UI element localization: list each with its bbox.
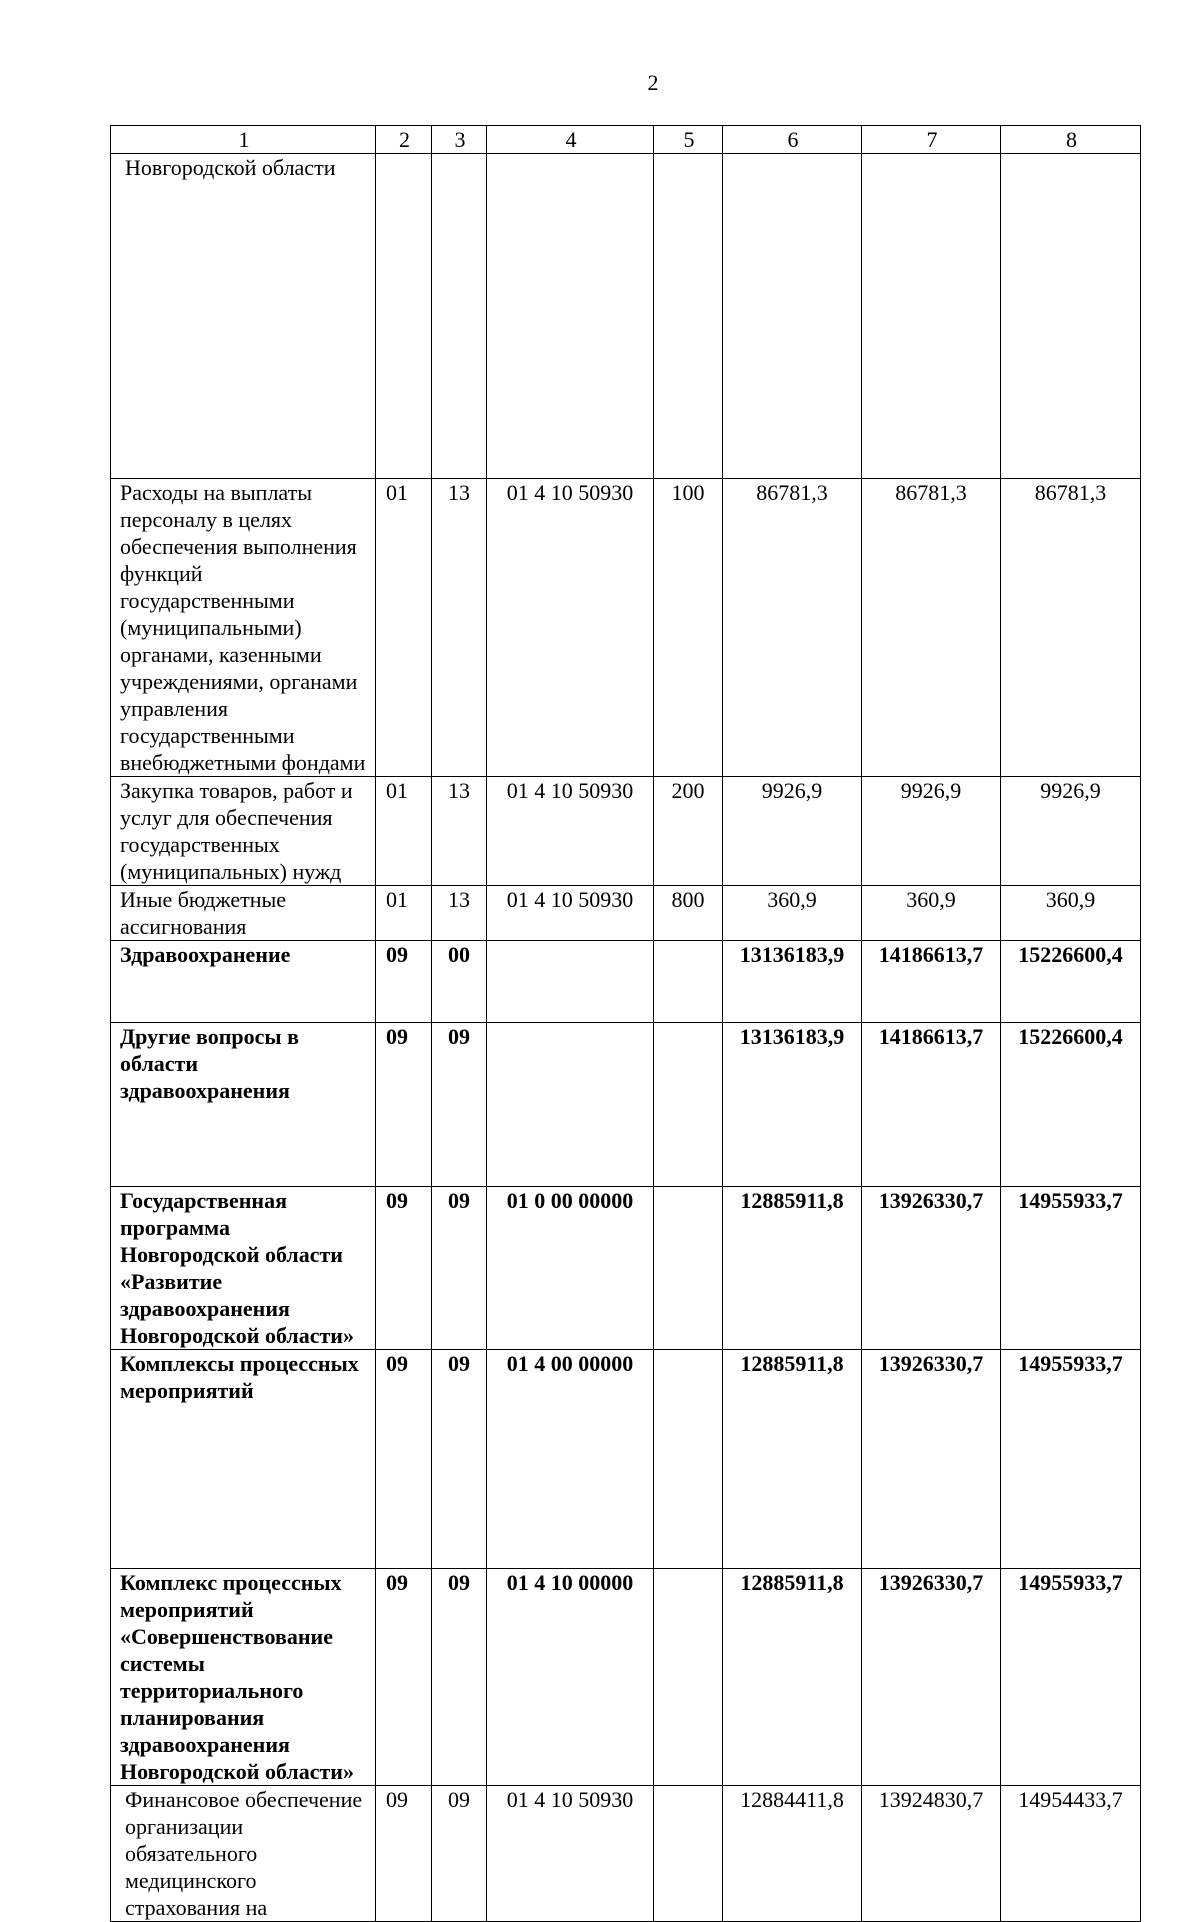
expense-type-cell <box>654 154 723 479</box>
target-article-cell: 01 4 10 50930 <box>487 479 654 777</box>
target-article-cell: 01 4 00 00000 <box>487 1350 654 1569</box>
row-label-cell: Закупка товаров, работ и услуг для обеспечения государственных (муниципальных) нужд <box>111 777 376 886</box>
subsection-code-cell: 09 <box>432 1786 487 1922</box>
amount-year-3-cell: 14955933,7 <box>1001 1350 1141 1569</box>
amount-year-2-cell: 360,9 <box>862 886 1001 941</box>
target-article-cell <box>487 154 654 479</box>
amount-year-1-cell: 9926,9 <box>723 777 862 886</box>
table-row <box>111 886 1141 941</box>
subsection-code-cell: 00 <box>432 941 487 1023</box>
amount-year-2-cell: 86781,3 <box>862 479 1001 777</box>
row-label-cell: Государственная программа Новгородской области «Развитие здравоохранения Новгородской области» <box>111 1187 376 1350</box>
amount-year-1-cell <box>723 154 862 479</box>
subsection-code-cell: 09 <box>432 1023 487 1187</box>
target-article-cell: 01 4 10 50930 <box>487 886 654 941</box>
amount-year-3-cell: 9926,9 <box>1001 777 1141 886</box>
amount-year-2-cell: 13926330,7 <box>862 1187 1001 1350</box>
subsection-code-cell: 09 <box>432 1187 487 1350</box>
table-row <box>111 941 1141 1023</box>
subsection-code-cell <box>432 154 487 479</box>
table-row <box>111 1023 1141 1187</box>
header-cell: 2 <box>376 126 432 154</box>
amount-year-3-cell: 15226600,4 <box>1001 941 1141 1023</box>
table-row <box>111 1569 1141 1786</box>
expense-type-cell <box>654 1023 723 1187</box>
target-article-cell: 01 4 10 50930 <box>487 1786 654 1922</box>
expense-type-cell: 100 <box>654 479 723 777</box>
amount-year-2-cell <box>862 154 1001 479</box>
header-cell: 6 <box>723 126 862 154</box>
expense-type-cell: 200 <box>654 777 723 886</box>
section-code-cell: 09 <box>376 1786 432 1922</box>
expense-type-cell <box>654 1569 723 1786</box>
section-code-cell: 01 <box>376 886 432 941</box>
header-cell: 8 <box>1001 126 1141 154</box>
section-code-cell: 01 <box>376 479 432 777</box>
expense-type-cell <box>654 941 723 1023</box>
table-row <box>111 1350 1141 1569</box>
table-row <box>111 1786 1141 1922</box>
header-cell: 3 <box>432 126 487 154</box>
row-label-cell: Финансовое обеспечение организации обязательного медицинского страхования на <box>111 1786 376 1922</box>
section-code-cell: 01 <box>376 777 432 886</box>
row-label-cell: Другие вопросы в области здравоохранения <box>111 1023 376 1187</box>
target-article-cell <box>487 941 654 1023</box>
target-article-cell: 01 4 10 50930 <box>487 777 654 886</box>
section-code-cell: 09 <box>376 1350 432 1569</box>
amount-year-3-cell <box>1001 154 1141 479</box>
expense-type-cell: 800 <box>654 886 723 941</box>
amount-year-2-cell: 14186613,7 <box>862 941 1001 1023</box>
table-row <box>111 1187 1141 1350</box>
expense-type-cell <box>654 1350 723 1569</box>
amount-year-1-cell: 86781,3 <box>723 479 862 777</box>
expense-type-cell <box>654 1786 723 1922</box>
page-number: 2 <box>647 70 659 95</box>
amount-year-2-cell: 13924830,7 <box>862 1786 1001 1922</box>
table-row <box>111 154 1141 479</box>
section-code-cell: 09 <box>376 1187 432 1350</box>
amount-year-3-cell: 360,9 <box>1001 886 1141 941</box>
expense-type-cell <box>654 1187 723 1350</box>
subsection-code-cell: 13 <box>432 777 487 886</box>
subsection-code-cell: 13 <box>432 886 487 941</box>
row-label-cell: Здравоохранение <box>111 941 376 1023</box>
row-label-cell: Новгородской области <box>111 154 376 479</box>
amount-year-2-cell: 14186613,7 <box>862 1023 1001 1187</box>
subsection-code-cell: 09 <box>432 1569 487 1786</box>
row-label-cell: Комплексы процессных мероприятий <box>111 1350 376 1569</box>
amount-year-3-cell: 14954433,7 <box>1001 1786 1141 1922</box>
row-label-cell: Комплекс процессных мероприятий «Совершенствование системы территориального планирования здравоохранения Новгородской области» <box>111 1569 376 1786</box>
table-header-row <box>111 126 1141 154</box>
amount-year-3-cell: 15226600,4 <box>1001 1023 1141 1187</box>
header-cell: 7 <box>862 126 1001 154</box>
amount-year-3-cell: 14955933,7 <box>1001 1187 1141 1350</box>
section-code-cell <box>376 154 432 479</box>
row-label-cell: Иные бюджетные ассигнования <box>111 886 376 941</box>
section-code-cell: 09 <box>376 941 432 1023</box>
subsection-code-cell: 13 <box>432 479 487 777</box>
amount-year-2-cell: 13926330,7 <box>862 1350 1001 1569</box>
section-code-cell: 09 <box>376 1569 432 1786</box>
table-row <box>111 479 1141 777</box>
header-cell: 4 <box>487 126 654 154</box>
amount-year-1-cell: 12885911,8 <box>723 1187 862 1350</box>
amount-year-1-cell: 12884411,8 <box>723 1786 862 1922</box>
subsection-code-cell: 09 <box>432 1350 487 1569</box>
amount-year-1-cell: 12885911,8 <box>723 1350 862 1569</box>
target-article-cell: 01 0 00 00000 <box>487 1187 654 1350</box>
amount-year-3-cell: 86781,3 <box>1001 479 1141 777</box>
row-label-cell: Расходы на выплаты персоналу в целях обеспечения выполнения функций государственными (муниципальными) органами, казенными учреждениями, органами управления государственными внебюджетными фондами <box>111 479 376 777</box>
amount-year-1-cell: 360,9 <box>723 886 862 941</box>
header-cell: 1 <box>111 126 376 154</box>
amount-year-2-cell: 9926,9 <box>862 777 1001 886</box>
amount-year-1-cell: 13136183,9 <box>723 1023 862 1187</box>
header-cell: 5 <box>654 126 723 154</box>
amount-year-1-cell: 13136183,9 <box>723 941 862 1023</box>
target-article-cell <box>487 1023 654 1187</box>
amount-year-2-cell: 13926330,7 <box>862 1569 1001 1786</box>
amount-year-1-cell: 12885911,8 <box>723 1569 862 1786</box>
section-code-cell: 09 <box>376 1023 432 1187</box>
budget-table <box>110 125 1141 1922</box>
table-row <box>111 777 1141 886</box>
amount-year-3-cell: 14955933,7 <box>1001 1569 1141 1786</box>
target-article-cell: 01 4 10 00000 <box>487 1569 654 1786</box>
